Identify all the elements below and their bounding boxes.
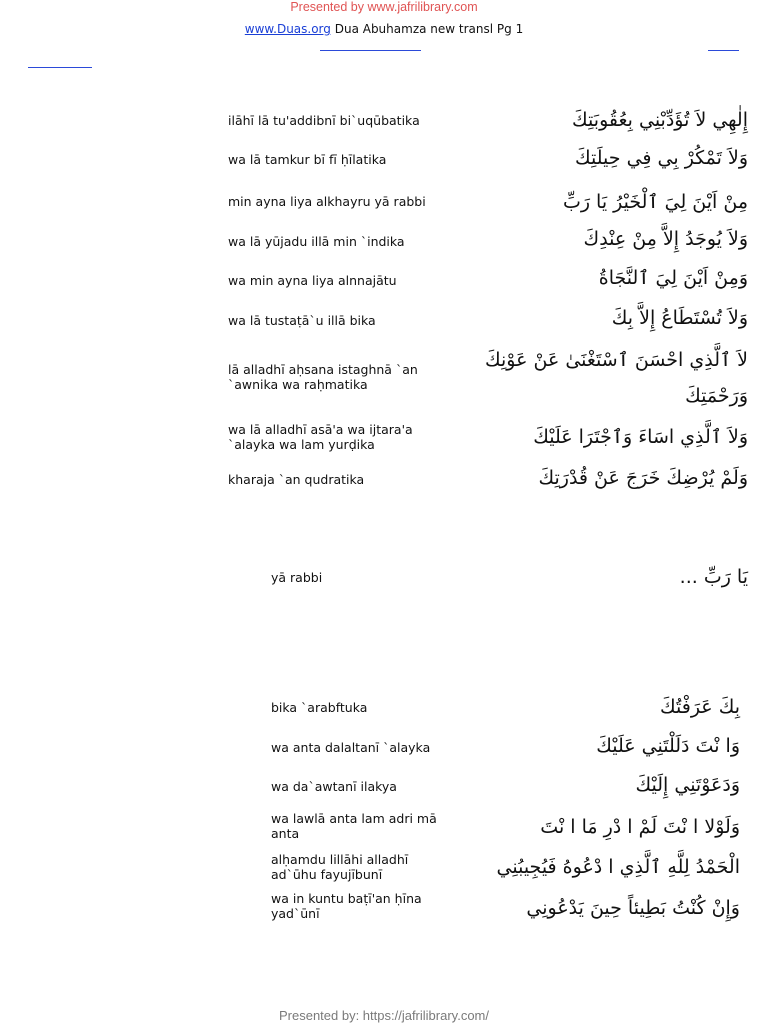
arabic-line: وَلَوْلا ا نْتَ لَمْ ا دْرِ مَا ا نْتَ — [540, 816, 740, 838]
arabic-line: الْحَمْدُ لِلَّهِ ٱلَّذِي ا دْعُوهُ فَيُجِيبُنِي — [496, 856, 740, 878]
presented-by-top[interactable]: Presented by www.jafrilibrary.com — [290, 0, 478, 14]
arabic-line: لاَ ٱلَّذِي احْسَنَ ٱسْتَغْنَىٰ عَنْ عَوْنِكَ — [484, 349, 748, 371]
translit-line: wa lā tustaṭā`u illā bika — [228, 313, 376, 328]
page-header — [0, 22, 768, 36]
translit-line: wa min ayna liya alnnajātu — [228, 273, 397, 288]
translit-line: wa da`awtanī ilakya — [271, 779, 397, 794]
duas-org-link[interactable]: www.Duas.org — [244, 22, 331, 36]
header-underline-left — [28, 67, 92, 68]
translit-line: alḥamdu lillāhi alladhī ad`ūhu fayujībunī — [271, 852, 409, 882]
translit-line: wa lā tamkur bī fī ḥīlatika — [228, 152, 387, 167]
translit-line: yā rabbi — [271, 570, 323, 585]
translit-line: bika `arabftuka — [271, 700, 368, 715]
arabic-line: وَإِنْ كُنْتُ بَطِيئاً حِينَ يَدْعُونِي — [526, 897, 740, 919]
page-title: Dua Abuhamza new transl Pg 1 — [330, 22, 524, 36]
arabic-line: وَا نْتَ دَلَلْتَنِي عَلَيْكَ — [596, 735, 740, 757]
arabic-line: وَمِنْ اَيْنَ لِيَ ٱلنَّجَاةُ — [598, 267, 748, 289]
translit-line: kharaja `an qudratika — [228, 472, 365, 487]
translit-line: wa lā yūjadu illā min `indika — [228, 234, 405, 249]
arabic-line: يَا رَبِّ ... — [679, 566, 748, 588]
arabic-line: بِكَ عَرَفْتُكَ — [660, 696, 740, 718]
header-underline-center — [320, 50, 421, 51]
translit-line: ilāhī lā tu'addibnī bi`uqūbatika — [228, 113, 420, 128]
arabic-line: إِلٰهِي لاَ تُؤَدِّبْنِي بِعُقُوبَتِكَ — [572, 109, 748, 131]
translit-line: wa lā alladhī asā'a wa ijtara'a `alayka wa lam yurḍika — [228, 422, 413, 452]
translit-line: min ayna liya alkhayru yā rabbi — [228, 194, 426, 209]
arabic-line: وَدَعَوْتَنِي إِلَيْكَ — [635, 774, 740, 796]
translit-line: wa lawlā anta lam adri mā anta — [271, 811, 437, 841]
translit-line: lā alladhī aḥsana istaghnā `an `awnika wa raḥmatika — [228, 362, 418, 392]
arabic-line: وَلاَ تَمْكُرْ بِي فِي حِيلَتِكَ — [575, 147, 748, 169]
arabic-line-continued: وَرَحْمَتِكَ — [685, 385, 748, 407]
header-underline-right — [708, 50, 739, 51]
arabic-line: وَلَمْ يُرْضِكَ خَرَجَ عَنْ قُدْرَتِكَ — [538, 467, 748, 489]
arabic-line: وَلاَ يُوجَدُ إِلاَّ مِنْ عِنْدِكَ — [583, 228, 748, 250]
translit-line: wa anta dalaltanī `alayka — [271, 740, 431, 755]
translit-line: wa in kuntu baṭī'an ḥīna yad`ūnī — [271, 891, 422, 921]
arabic-line: مِنْ اَيْنَ لِيَ ٱلْخَيْرُ يَا رَبِّ — [562, 191, 748, 213]
arabic-line: وَلاَ ٱلَّذِي اسَاءَ وَٱجْتَرَا عَلَيْكَ — [533, 426, 748, 448]
arabic-line: وَلاَ تُسْتَطَاعُ إِلاَّ بِكَ — [611, 307, 748, 329]
presented-by-bottom[interactable]: Presented by: https://jafrilibrary.com/ — [278, 1008, 489, 1023]
